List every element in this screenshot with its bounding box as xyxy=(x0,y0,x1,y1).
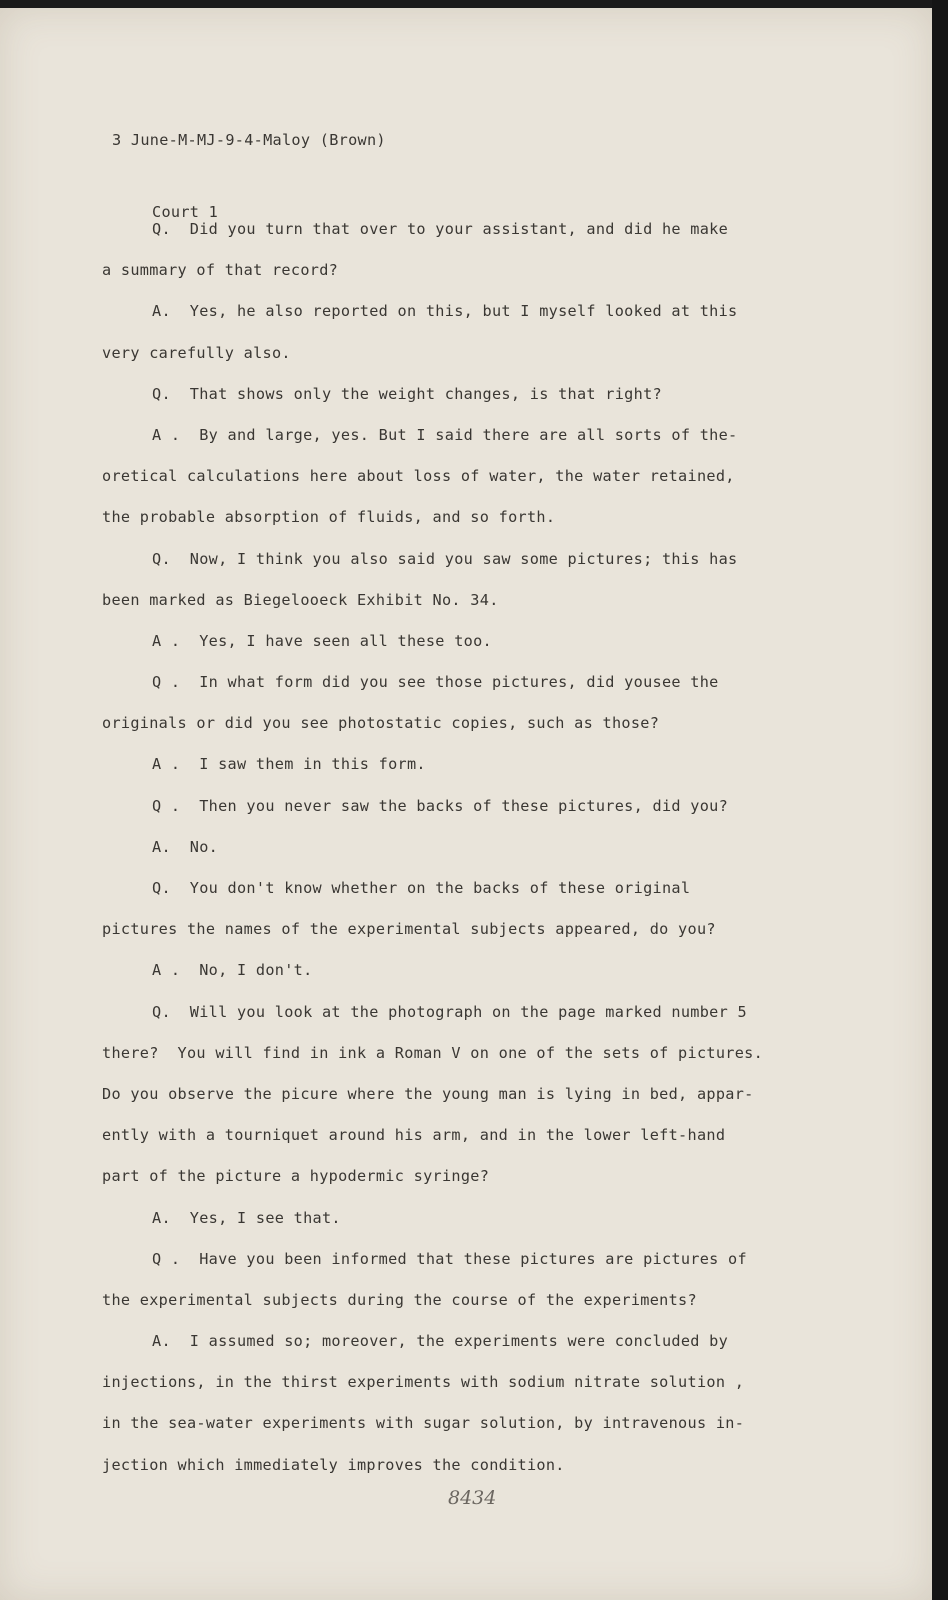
transcript-line: Q. That shows only the weight changes, is that right? xyxy=(152,384,662,403)
transcript-body xyxy=(102,209,763,1486)
transcript-line: A. Yes, he also reported on this, but I myself looked at this xyxy=(152,302,738,321)
transcript-line: A. Yes, I see that. xyxy=(152,1208,341,1227)
transcript-line: oretical calculations here about loss of water, the water retained, xyxy=(102,467,735,486)
transcript-line: Q. You don't know whether on the backs of these original xyxy=(152,879,691,897)
transcript-line: the probable absorption of fluids, and so forth. xyxy=(102,508,556,527)
transcript-line: Do you observe the picure where the young man is lying in bed, appar- xyxy=(102,1084,754,1103)
transcript-line: A . I saw them in this form. xyxy=(152,755,426,774)
transcript-line: very carefully also. xyxy=(102,343,291,362)
transcript-line: Q. Did you turn that over to your assistant, and did he make xyxy=(152,220,729,238)
header-line-2: Court 1 xyxy=(152,203,219,221)
transcript-line: A . Yes, I have seen all these too. xyxy=(152,631,492,650)
transcript-line: A . No, I don't. xyxy=(152,961,313,980)
transcript-line: ently with a tourniquet around his arm, and in the lower left-hand xyxy=(102,1126,726,1145)
header-line-1: 3 June-M-MJ-9-4-Maloy (Brown) xyxy=(112,131,386,149)
transcript-line: been marked as Biegelooeck Exhibit No. 34. xyxy=(102,590,499,609)
document-page xyxy=(0,8,932,1600)
transcript-line: there? You will find in ink a Roman V on one of the sets of pictures. xyxy=(102,1043,764,1062)
transcript-line: injections, in the thirst experiments with sodium nitrate solution , xyxy=(102,1373,745,1392)
transcript-line: originals or did you see photostatic copies, such as those? xyxy=(102,714,660,733)
transcript-line: Q. Will you look at the photograph on the page marked number 5 xyxy=(152,1002,747,1021)
transcript-line: Q . In what form did you see those pictures, did yousee the xyxy=(152,673,719,692)
transcript-line: Q. Now, I think you also said you saw some pictures; this has xyxy=(152,549,738,568)
transcript-line: A. I assumed so; moreover, the experiments were concluded by xyxy=(152,1332,729,1351)
transcript-line: the experimental subjects during the course of the experiments? xyxy=(102,1290,697,1309)
transcript-line: in the sea-water experiments with sugar solution, by intravenous in- xyxy=(102,1414,745,1433)
transcript-line: A . By and large, yes. But I said there are all sorts of the- xyxy=(152,425,738,444)
transcript-line: a summary of that record? xyxy=(102,261,339,280)
transcript-line: jection which immediately improves the condition. xyxy=(102,1455,565,1474)
transcript-line: Q . Have you been informed that these pictures are pictures of xyxy=(152,1249,747,1268)
transcript-line: A. No. xyxy=(152,837,219,856)
transcript-line: pictures the names of the experimental subjects appeared, do you? xyxy=(102,920,716,939)
transcript-line: Q . Then you never saw the backs of these pictures, did you? xyxy=(152,796,729,815)
transcript-line: part of the picture a hypodermic syringe? xyxy=(102,1167,490,1186)
scan-edge xyxy=(932,0,948,1600)
page-number: 8434 xyxy=(448,1487,497,1509)
